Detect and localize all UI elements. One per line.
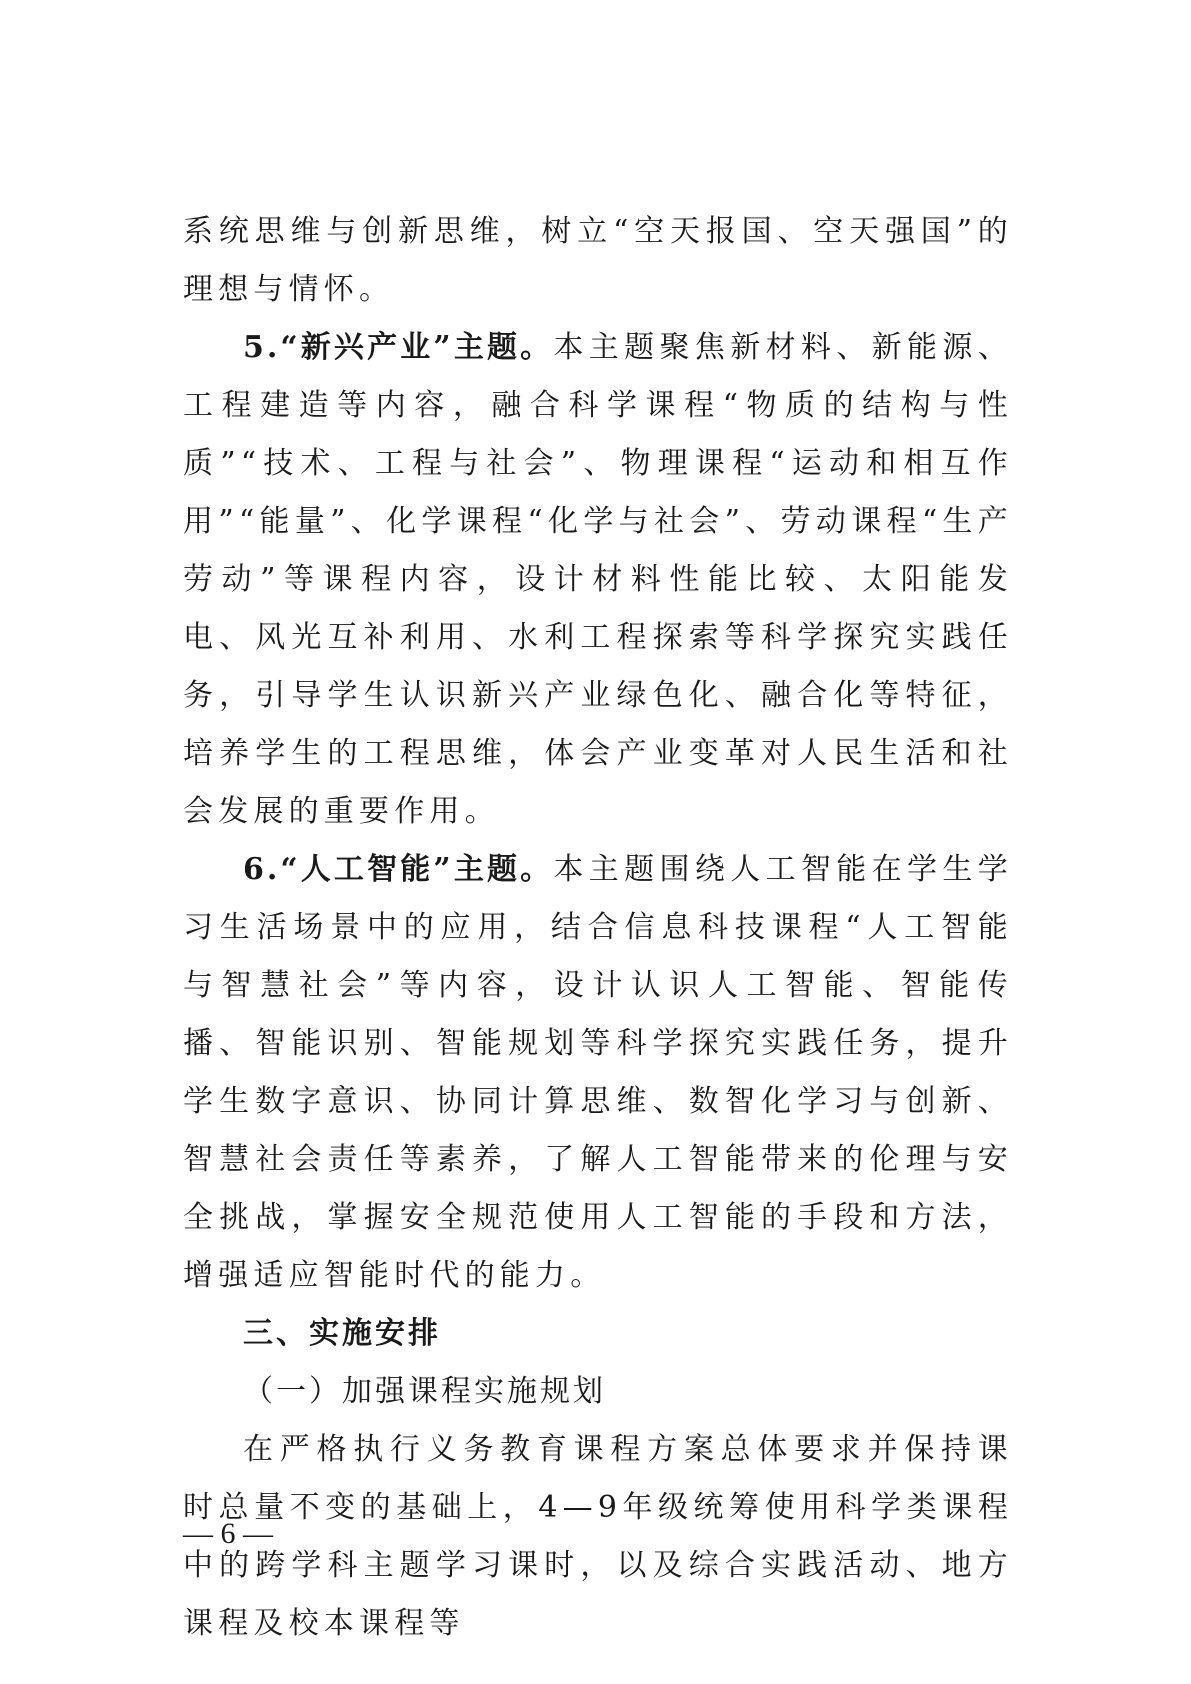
theme-6-body: 本主题围绕人工智能在学生学习生活场景中的应用，结合信息科技课程“人工智能与智慧社会”等内容，设计认识人工智能、智能传播、智能识别、智能规划等科学探究实践任务，提升学生数字意识、协同计算思维、数智化学习与创新、智慧社会责任等素养，了解人工智能带来的伦理与安全挑战，掌握安全规范使用人工智能的手段和方法，增强适应智能时代的能力。 [183,852,1013,1293]
subsection-heading: （一）加强课程实施规划 [243,1374,606,1409]
paragraph-implementation: 在严格执行义务教育课程方案总体要求并保持课时总量不变的基础上，4—9年级统筹使用科学类课程中的跨学科主题学习课时，以及综合实践活动、地方课程及校本课程等 [183,1432,1013,1641]
document-body [183,203,1013,1653]
theme-6-title: 6.“人工智能”主题。 [243,852,554,887]
section-heading: 三、实施安排 [243,1316,441,1351]
theme-5-title: 5.“新兴产业”主题。 [243,330,554,365]
paragraph-theme-5 [183,319,1013,841]
paragraph-continuation: 系统思维与创新思维，树立“空天报国、空天强国”的理想与情怀。 [183,214,1013,307]
paragraph-theme-6 [183,841,1013,1305]
page-number: — 6 — [183,1517,273,1550]
theme-5-body: 本主题聚焦新材料、新能源、工程建造等内容，融合科学课程“物质的结构与性质”“技术、工程与社会”、物理课程“运动和相互作用”“能量”、化学课程“化学与社会”、劳动课程“生产劳动”等课程内容，设计材料性能比较、太阳能发电、风光互补利用、水利工程探索等科学探究实践任务，引导学生认识新兴产业绿色化、融合化等特征，培养学生的工程思维，体会产业变革对人民生活和社会发展的重要作用。 [183,330,1013,829]
